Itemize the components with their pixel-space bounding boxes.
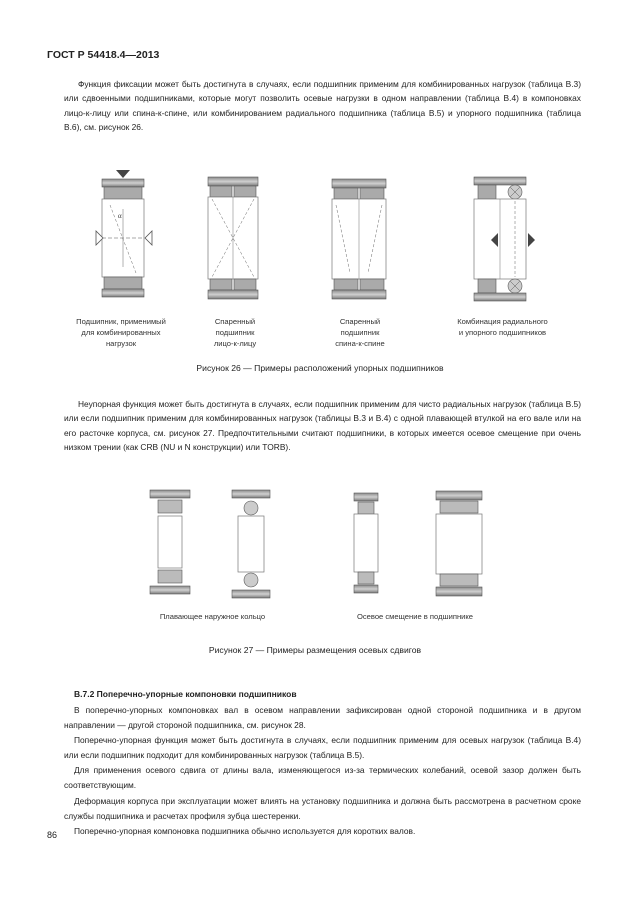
page-number: 86	[47, 830, 58, 840]
figure-26-caption: Рисунок 26 — Примеры расположений упорных подшипников	[196, 363, 444, 373]
figure-26	[60, 165, 580, 310]
section-paragraph: Для применения осевого сдвига от длины вала, изменяющегося из-за термических колебаний, осевой зазор должен быть соответствующим.	[64, 765, 581, 791]
figure-27-caption: Рисунок 27 — Примеры размещения осевых сдвигов	[208, 645, 422, 655]
fig26-label-4: Комбинация радиального и упорного подшипников	[457, 317, 548, 337]
bearing-floating-outer-1	[150, 490, 190, 594]
section-paragraph: Деформация корпуса при эксплуатации может влиять на установку подшипника и должна быть рассмотрена в расчетном сроке службы подшипника и расчетах профиля зубца шестеренки.	[64, 795, 581, 821]
alpha-symbol: α	[118, 212, 122, 220]
section-paragraph: В поперечно-упорных компоновках вал в осевом направлении зафиксирован одной стороной подшипника и в другом направлении — другой стороной подшипника, см. рисунок 28.	[64, 705, 581, 731]
bearing-floating-outer-2	[232, 490, 270, 598]
bearing-axial-shift-2	[436, 491, 482, 596]
bearing-face-to-face	[208, 177, 258, 299]
paragraph-fixing-function: Функция фиксации может быть достигнута в случаях, если подшипник применим для комбинированных нагрузок (таблица В.3) или сдвоенными подшипниками, которые могут позволить осевые нагрузки в одном направлении (таблица В.4) в компоновках лицо-к-лицу или спина-к-спине, или комбинированием радиального подшипника (таблица В.5) и упорного подшипника (таблица В.6), см. рисунок 26.	[64, 79, 581, 133]
fig27-label-1: Плавающее наружное кольцо	[159, 612, 266, 621]
section-paragraph: Поперечно-упорная компоновка подшипника обычно используется для коротких валов.	[74, 825, 416, 836]
paragraph-non-locating-function: Неупорная функция может быть достигнута в случаях, если подшипник применим для чисто радиальных нагрузок (таблица В.5) или если подшипник применим для комбинированных нагрузок (таблицы В.3 и В.4) с одной плавающей втулкой на его вале или на его расточке корпуса, см. рисунок 27. Предпочтительными считают подшипники, в которых имеется осевое смещение при очень низком трении (как CRB (NU и N конструкции) или TORB).	[64, 399, 581, 453]
section-body	[64, 703, 581, 839]
document-header: ГОСТ Р 54418.4—2013	[47, 49, 160, 61]
fig26-label-2: Спаренный подшипник лицо-к-лицу	[213, 317, 257, 348]
fig26-label-1: Подшипник, применимый для комбинированных нагрузок	[76, 317, 166, 348]
fig26-label-3: Спаренный подшипник спина-к-спине	[335, 317, 385, 348]
bearing-back-to-back	[332, 179, 386, 299]
bearing-radial-and-thrust	[474, 177, 535, 301]
figure-27	[140, 488, 500, 603]
bearing-combined-load	[96, 170, 152, 297]
bearing-axial-shift-1	[354, 493, 378, 593]
section-title: В.7.2 Поперечно-упорные компоновки подшипников	[74, 689, 297, 699]
section-paragraph: Поперечно-упорная функция может быть достигнута в случаях, если подшипник применим для осевых нагрузок (таблица В.4) или если подшипник подходит для комбинированных нагрузок (таблица В.5).	[64, 735, 581, 761]
fig27-label-2: Осевое смещение в подшипнике	[356, 612, 474, 621]
